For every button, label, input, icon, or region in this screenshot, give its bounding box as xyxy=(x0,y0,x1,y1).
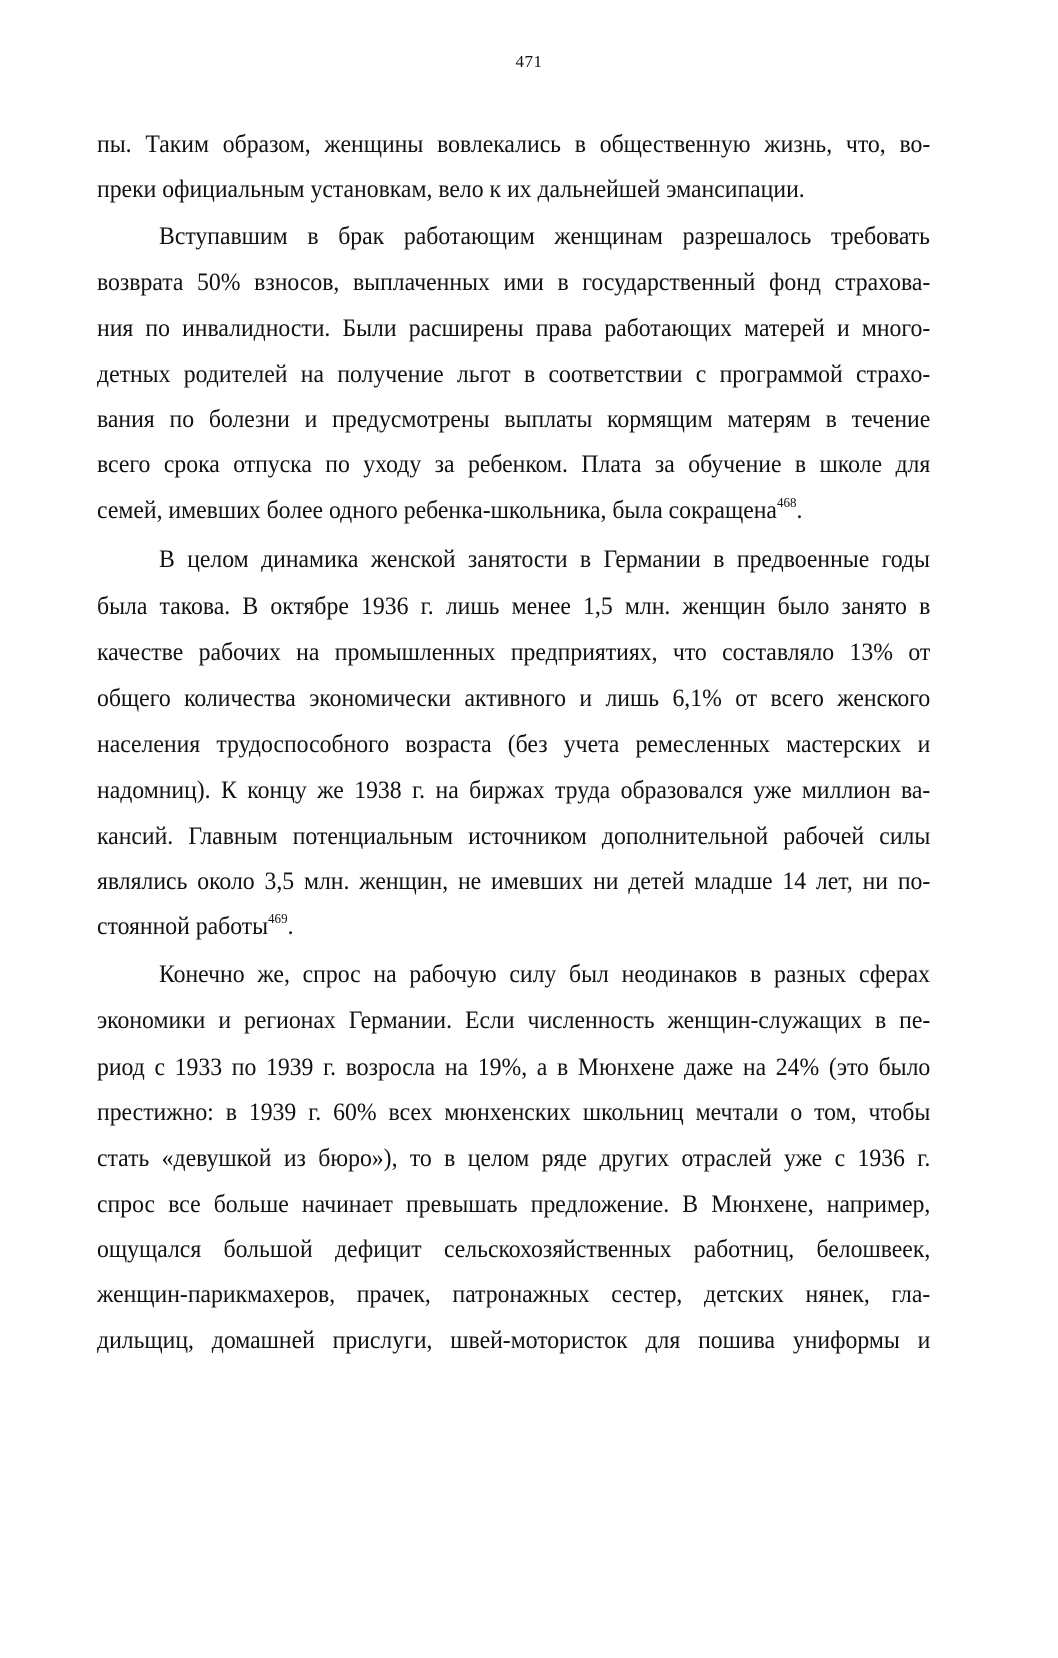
text-line: женщин-парикмахеров, прачек, патронажных сестер, детских нянек, гла- xyxy=(97,1279,931,1308)
footnote-ref-469[interactable]: 469 xyxy=(268,911,288,927)
text-line: являлись около 3,5 млн. женщин, не имевших ни детей младше 14 лет, ни по- xyxy=(97,866,931,895)
text-line: дильщиц, домашней прислуги, швей-мотористок для пошива униформы и xyxy=(97,1325,931,1354)
text-line: Вступавшим в брак работающим женщинам разрешалось требовать xyxy=(159,221,930,250)
text-line: возврата 50% взносов, выплаченных ими в государственный фонд страхова- xyxy=(97,267,931,296)
footnote-ref-468[interactable]: 468 xyxy=(776,495,797,511)
line-end-punct: . xyxy=(796,495,803,524)
text-line: была такова. В октябре 1936 г. лишь менее 1,5 млн. женщин было занято в xyxy=(97,591,931,620)
text-line: стать «девушкой из бюро»), то в целом ряде других отраслей уже с 1936 г. xyxy=(97,1143,931,1172)
text-line: качестве рабочих на промышленных предприятиях, что составляло 13% от xyxy=(97,637,931,666)
text-line xyxy=(97,910,930,942)
text-line: вания по болезни и предусмотрены выплаты кормящим матерям в течение xyxy=(97,404,931,433)
text-line: престижно: в 1939 г. 60% всех мюнхенских школьниц мечтали о том, чтобы xyxy=(97,1097,931,1126)
text-line xyxy=(97,494,930,526)
line-text: семей, имевших более одного ребенка-школьника, была сокращена xyxy=(97,495,777,524)
text-line: риод с 1933 по 1939 г. возросла на 19%, а в Мюнхене даже на 24% (это было xyxy=(97,1052,931,1081)
text-line: детных родителей на получение льгот в соответствии с программой страхо- xyxy=(97,359,931,388)
text-line: ния по инвалидности. Были расширены права работающих матерей и много- xyxy=(97,313,931,342)
text-line: всего срока отпуска по уходу за ребенком. Плата за обучение в школе для xyxy=(97,449,931,478)
text-line: населения трудоспособного возраста (без учета ремесленных мастерских и xyxy=(97,729,931,758)
text-line: Конечно же, спрос на рабочую силу был неодинаков в разных сферах xyxy=(159,959,930,988)
text-line: надомниц). К концу же 1938 г. на биржах труда образовался уже миллион ва- xyxy=(97,775,931,804)
text-line: ощущался большой дефицит сельскохозяйственных работниц, белошвеек, xyxy=(97,1234,931,1263)
text-line: спрос все больше начинает превышать предложение. В Мюнхене, например, xyxy=(97,1189,931,1218)
text-line: В целом динамика женской занятости в Германии в предвоенные годы xyxy=(159,544,930,573)
line-end-punct: . xyxy=(287,911,294,940)
text-line: преки официальным установкам, вело к их дальнейшей эмансипации. xyxy=(97,174,805,203)
page-number: 471 xyxy=(515,52,543,71)
line-text: стоянной работы xyxy=(97,911,269,940)
text-line: пы. Таким образом, женщины вовлекались в общественную жизнь, что, во- xyxy=(97,129,931,158)
text-line: общего количества экономически активного и лишь 6,1% от всего женского xyxy=(97,683,931,712)
text-line: экономики и регионах Германии. Если численность женщин-служащих в пе- xyxy=(97,1005,931,1034)
text-line: кансий. Главным потенциальным источником дополнительной рабочей силы xyxy=(97,821,931,850)
